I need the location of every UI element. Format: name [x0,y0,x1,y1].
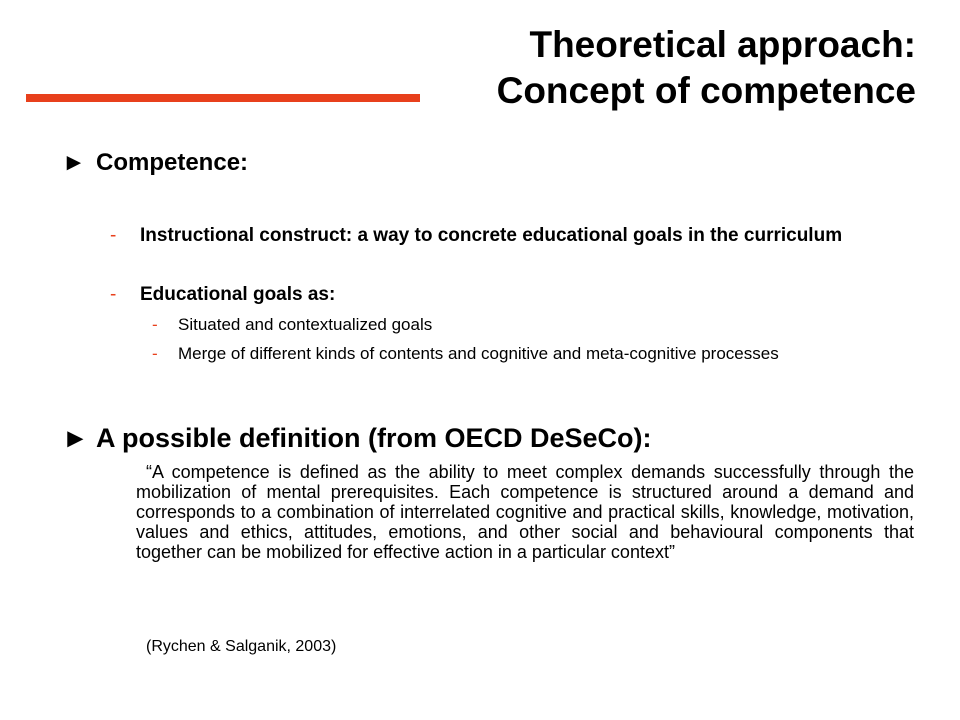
sublist-item-text: Situated and contextualized goals [178,315,433,334]
heading-competence-text: Competence: [96,149,249,176]
dash-bullet-icon: - [110,284,117,305]
definition-quote: “A competence is defined as the ability to meet complex demands successfully through the mobilization of mental prerequisites. Each competence is structured around a demand and corresponds to a combination of interrelated cognitive and practical skills, knowledge, motivation, values and ethics, attitudes, emotions, and other social and behavioural components that together can be mobilized for effective action in a particular context” [136,462,914,562]
heading-definition-text: A possible definition (from OECD DeSeCo): [96,423,652,453]
slide-title [497,22,916,114]
title-line-1: Theoretical approach: [529,24,916,65]
arrow-bullet-icon: ► [62,149,86,176]
list-item-educational-goals [110,285,910,305]
list-item-text: Instructional construct: a way to concrete educational goals in the curriculum [140,225,843,246]
dash-bullet-icon: - [152,315,158,334]
title-line-2: Concept of competence [496,70,916,111]
dash-bullet-icon: - [152,344,158,363]
sublist-item-situated-goals [152,315,912,334]
list-item-instructional-construct [110,226,910,246]
arrow-bullet-icon: ► [62,423,89,453]
sublist-item-text: Merge of different kinds of contents and cognitive and meta-cognitive processes [178,344,779,363]
heading-competence [62,149,248,177]
citation: (Rychen & Salganik, 2003) [146,638,337,655]
sublist-item-merge [152,344,912,363]
title-accent-bar [26,94,420,102]
list-item-text: Educational goals as: [140,284,336,305]
dash-bullet-icon: - [110,225,117,246]
heading-definition [62,422,652,454]
